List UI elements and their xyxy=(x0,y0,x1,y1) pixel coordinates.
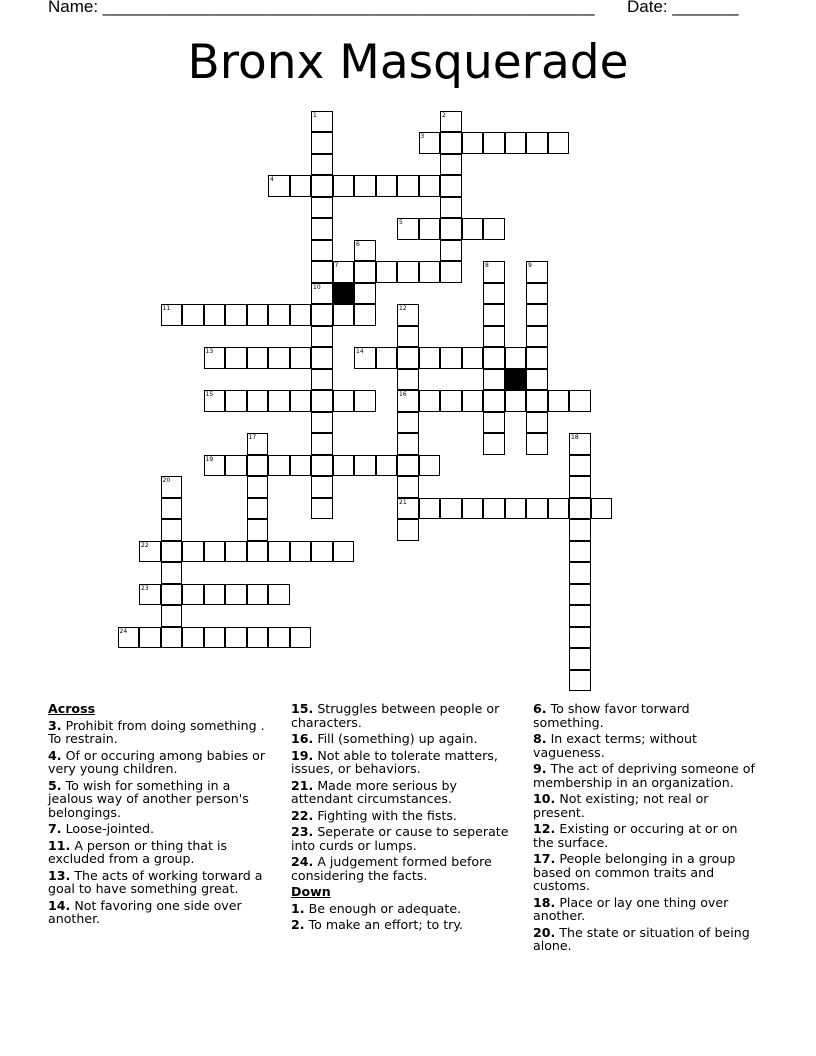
grid-cell[interactable] xyxy=(311,498,333,520)
clue-number: 13 xyxy=(205,348,214,355)
grid-cell[interactable] xyxy=(225,584,247,606)
clue-text: Not favoring one side over another. xyxy=(48,897,242,926)
grid-cell[interactable] xyxy=(182,627,204,649)
grid-cell[interactable] xyxy=(354,240,376,262)
grid-cell[interactable] xyxy=(161,627,183,649)
clue-item xyxy=(48,899,273,926)
grid-cell[interactable] xyxy=(548,390,570,412)
grid-cell[interactable] xyxy=(419,261,441,283)
grid-cell[interactable] xyxy=(311,218,333,240)
clue-text: Of or occuring among babies or very young children. xyxy=(48,747,266,776)
grid-cell[interactable] xyxy=(333,175,355,197)
grid-cell[interactable] xyxy=(161,519,183,541)
grid-cell[interactable] xyxy=(419,175,441,197)
grid-cell[interactable] xyxy=(440,154,462,176)
grid-cell[interactable] xyxy=(419,218,441,240)
puzzle-title: Bronx Masquerade xyxy=(187,35,629,90)
clue-item xyxy=(533,762,758,789)
grid-cell[interactable] xyxy=(569,541,591,563)
clue-number: 14. xyxy=(48,897,71,913)
down-heading: Down xyxy=(291,884,331,899)
grid-cell[interactable] xyxy=(505,132,527,154)
grid-cell[interactable] xyxy=(290,347,312,369)
grid-cell[interactable] xyxy=(290,304,312,326)
grid-cell[interactable] xyxy=(204,390,226,412)
grid-cell[interactable] xyxy=(225,347,247,369)
clue-text: Place or lay one thing over another. xyxy=(533,894,729,923)
grid-cell[interactable] xyxy=(311,347,333,369)
clue-item xyxy=(291,702,516,729)
clue-text: Not able to tolerate matters, issues, or behaviors. xyxy=(291,747,498,776)
clue-item xyxy=(291,855,516,882)
grid-cell[interactable] xyxy=(397,218,419,240)
grid-cell[interactable] xyxy=(548,132,570,154)
grid-cell[interactable] xyxy=(397,390,419,412)
clues-column-1 xyxy=(48,702,273,929)
clue-number: 8 xyxy=(485,262,489,269)
clue-number: 1 xyxy=(313,111,317,119)
clue-number: 23. xyxy=(291,824,314,839)
clue-item xyxy=(291,809,516,823)
grid-cell[interactable] xyxy=(397,455,419,477)
grid-cell[interactable] xyxy=(569,605,591,627)
grid-cell[interactable] xyxy=(397,476,419,498)
clue-number: 24 xyxy=(119,627,128,635)
date-field-label: Date: _______ xyxy=(627,0,739,16)
grid-cell[interactable] xyxy=(290,175,312,197)
grid-cell[interactable] xyxy=(483,390,505,412)
grid-cell[interactable] xyxy=(311,132,333,154)
clue-text: Made more serious by attendant circumstances. xyxy=(291,777,457,806)
grid-cell[interactable] xyxy=(225,455,247,477)
clue-number: 1. xyxy=(291,900,305,916)
clue-number: 16. xyxy=(291,731,314,746)
grid-cell[interactable] xyxy=(268,390,290,412)
clue-number: 5 xyxy=(399,219,403,226)
grid-cell[interactable] xyxy=(311,261,333,283)
grid-cell[interactable] xyxy=(311,390,333,412)
grid-cell[interactable] xyxy=(483,369,505,391)
clue-text: People belonging in a group based on common traits and customs. xyxy=(533,851,736,893)
clue-text: Prohibit from doing something . To restrain. xyxy=(48,717,265,746)
clue-item xyxy=(48,779,273,820)
grid-cell[interactable] xyxy=(526,283,548,305)
grid-cell[interactable] xyxy=(354,304,376,326)
grid-cell[interactable] xyxy=(333,261,355,283)
clue-text: Seperate or cause to seperate into curds or lumps. xyxy=(291,824,509,853)
clue-text: Existing or occuring at or on the surface. xyxy=(533,821,738,850)
clue-number: 9. xyxy=(533,761,547,776)
clue-number: 20 xyxy=(162,477,171,484)
grid-cell[interactable] xyxy=(569,476,591,498)
grid-cell[interactable] xyxy=(376,175,398,197)
grid-cell[interactable] xyxy=(440,390,462,412)
grid-cell[interactable] xyxy=(247,390,269,412)
grid-cell[interactable] xyxy=(161,584,183,606)
clues-column-2 xyxy=(291,702,516,935)
grid-cell[interactable] xyxy=(311,433,333,455)
clue-item xyxy=(533,702,758,729)
clue-text: The acts of working torward a goal to have something great. xyxy=(48,867,263,896)
grid-cell[interactable] xyxy=(505,347,527,369)
grid-cell[interactable] xyxy=(182,584,204,606)
grid-cell[interactable] xyxy=(419,390,441,412)
clue-number: 18. xyxy=(533,894,556,910)
grid-cell[interactable] xyxy=(483,218,505,240)
grid-cell[interactable] xyxy=(311,283,333,305)
clue-text: To show favor torward something. xyxy=(533,701,690,730)
grid-cell[interactable] xyxy=(311,304,333,326)
clue-item xyxy=(291,779,516,806)
clue-number: 18 xyxy=(571,434,579,441)
clue-number: 15 xyxy=(205,391,214,398)
grid-cell[interactable] xyxy=(204,584,226,606)
grid-cell[interactable] xyxy=(354,455,376,477)
clue-number: 20. xyxy=(533,924,556,940)
grid-cell[interactable] xyxy=(397,261,419,283)
grid-cell[interactable] xyxy=(333,455,355,477)
grid-cell[interactable] xyxy=(139,627,161,649)
clue-number: 12. xyxy=(533,821,556,836)
grid-cell[interactable] xyxy=(440,111,462,133)
grid-cell[interactable] xyxy=(483,261,505,283)
clue-item xyxy=(48,749,273,776)
grid-cell[interactable] xyxy=(483,433,505,455)
clue-text: To make an effort; to try. xyxy=(304,917,464,932)
grid-cell[interactable] xyxy=(440,347,462,369)
grid-cell[interactable] xyxy=(311,111,333,133)
grid-cell[interactable] xyxy=(419,455,441,477)
grid-cell[interactable] xyxy=(290,627,312,649)
clue-number: 4. xyxy=(48,747,62,763)
grid-cell[interactable] xyxy=(204,304,226,326)
grid-cell[interactable] xyxy=(483,283,505,305)
grid-cell[interactable] xyxy=(333,541,355,563)
grid-cell[interactable] xyxy=(139,541,161,563)
blocked-cell xyxy=(333,283,355,305)
grid-cell[interactable] xyxy=(569,562,591,584)
grid-cell[interactable] xyxy=(419,347,441,369)
grid-cell[interactable] xyxy=(290,541,312,563)
grid-cell[interactable] xyxy=(247,498,269,520)
clue-number: 19 xyxy=(205,455,214,463)
clue-number: 13. xyxy=(48,867,71,883)
clue-number: 21 xyxy=(399,498,407,506)
clue-number: 24. xyxy=(291,854,314,869)
grid-cell[interactable] xyxy=(204,347,226,369)
grid-cell[interactable] xyxy=(569,498,591,520)
clue-text: A person or thing that is excluded from a group. xyxy=(48,837,228,866)
grid-cell[interactable] xyxy=(247,519,269,541)
grid-cell[interactable] xyxy=(311,412,333,434)
grid-cell[interactable] xyxy=(462,498,484,520)
grid-cell[interactable] xyxy=(161,304,183,326)
name-field-label: Name: ____________________________________________________ xyxy=(48,0,595,16)
grid-cell[interactable] xyxy=(505,498,527,520)
grid-cell[interactable] xyxy=(225,627,247,649)
clue-text: Be enough or adequate. xyxy=(304,900,462,916)
grid-cell[interactable] xyxy=(397,175,419,197)
grid-cell[interactable] xyxy=(268,584,290,606)
clue-item xyxy=(48,822,273,836)
clue-item xyxy=(48,839,273,866)
clue-number: 17 xyxy=(248,434,257,441)
clue-number: 3 xyxy=(420,133,425,140)
grid-cell[interactable] xyxy=(268,347,290,369)
grid-cell[interactable] xyxy=(311,197,333,219)
grid-cell[interactable] xyxy=(526,498,548,520)
grid-cell[interactable] xyxy=(139,584,161,606)
grid-cell[interactable] xyxy=(526,390,548,412)
grid-cell[interactable] xyxy=(268,455,290,477)
grid-cell[interactable] xyxy=(376,455,398,477)
grid-cell[interactable] xyxy=(462,218,484,240)
grid-cell[interactable] xyxy=(333,390,355,412)
grid-cell[interactable] xyxy=(526,412,548,434)
clue-item xyxy=(533,732,758,759)
grid-cell[interactable] xyxy=(311,369,333,391)
clue-number: 2. xyxy=(291,917,305,932)
clue-number: 9 xyxy=(528,262,532,269)
clue-text: Fighting with the fists. xyxy=(313,807,457,823)
grid-cell[interactable] xyxy=(440,498,462,520)
clue-item xyxy=(533,852,758,893)
grid-cell[interactable] xyxy=(440,197,462,219)
grid-cell[interactable] xyxy=(333,304,355,326)
across-heading: Across xyxy=(48,701,96,716)
clue-item xyxy=(48,719,273,746)
clue-number: 16 xyxy=(399,391,407,398)
grid-cell[interactable] xyxy=(483,412,505,434)
grid-cell[interactable] xyxy=(161,605,183,627)
grid-cell[interactable] xyxy=(311,455,333,477)
grid-cell[interactable] xyxy=(526,433,548,455)
grid-cell[interactable] xyxy=(397,498,419,520)
grid-cell[interactable] xyxy=(247,304,269,326)
grid-cell[interactable] xyxy=(247,541,269,563)
clue-number: 19. xyxy=(291,747,314,763)
clue-number: 21. xyxy=(291,777,314,793)
grid-cell[interactable] xyxy=(526,347,548,369)
grid-cell[interactable] xyxy=(311,240,333,262)
grid-cell[interactable] xyxy=(548,498,570,520)
grid-cell[interactable] xyxy=(225,304,247,326)
grid-cell[interactable] xyxy=(247,347,269,369)
grid-cell[interactable] xyxy=(311,326,333,348)
grid-cell[interactable] xyxy=(440,175,462,197)
grid-cell[interactable] xyxy=(225,541,247,563)
clue-number: 3. xyxy=(48,717,62,733)
grid-cell[interactable] xyxy=(182,304,204,326)
grid-cell[interactable] xyxy=(161,541,183,563)
grid-cell[interactable] xyxy=(247,584,269,606)
clue-text: Fill (something) up again. xyxy=(313,731,478,746)
clue-number: 15. xyxy=(291,701,314,716)
grid-cell[interactable] xyxy=(354,390,376,412)
clue-number: 14 xyxy=(356,348,364,355)
grid-cell[interactable] xyxy=(354,347,376,369)
clue-number: 17. xyxy=(533,851,556,866)
grid-cell[interactable] xyxy=(569,519,591,541)
grid-cell[interactable] xyxy=(354,175,376,197)
blocked-cell xyxy=(505,369,527,391)
grid-cell[interactable] xyxy=(462,132,484,154)
grid-cell[interactable] xyxy=(118,627,140,649)
clue-number: 22 xyxy=(141,541,149,549)
grid-cell[interactable] xyxy=(483,326,505,348)
clue-number: 8. xyxy=(533,731,547,746)
grid-cell[interactable] xyxy=(290,455,312,477)
grid-cell[interactable] xyxy=(483,347,505,369)
grid-cell[interactable] xyxy=(505,390,527,412)
grid-cell[interactable] xyxy=(397,412,419,434)
clue-number: 2 xyxy=(442,111,446,119)
grid-cell[interactable] xyxy=(311,541,333,563)
grid-cell[interactable] xyxy=(290,390,312,412)
grid-cell[interactable] xyxy=(419,132,441,154)
clue-number: 11. xyxy=(48,837,71,853)
clue-number: 6. xyxy=(533,701,547,716)
grid-cell[interactable] xyxy=(376,261,398,283)
grid-cell[interactable] xyxy=(483,304,505,326)
grid-cell[interactable] xyxy=(161,562,183,584)
grid-cell[interactable] xyxy=(569,390,591,412)
clue-text: Loose-jointed. xyxy=(61,821,154,836)
grid-cell[interactable] xyxy=(591,498,613,520)
clue-item xyxy=(291,825,516,852)
clue-text: The state or situation of being alone. xyxy=(533,924,750,953)
grid-cell[interactable] xyxy=(483,498,505,520)
grid-cell[interactable] xyxy=(247,627,269,649)
clue-text: In exact terms; without vagueness. xyxy=(533,731,697,760)
grid-cell[interactable] xyxy=(397,369,419,391)
grid-cell[interactable] xyxy=(440,240,462,262)
grid-cell[interactable] xyxy=(182,541,204,563)
grid-cell[interactable] xyxy=(526,326,548,348)
grid-cell[interactable] xyxy=(354,283,376,305)
grid-cell[interactable] xyxy=(204,455,226,477)
clue-item xyxy=(291,749,516,776)
grid-cell[interactable] xyxy=(526,304,548,326)
grid-cell[interactable] xyxy=(311,476,333,498)
grid-cell[interactable] xyxy=(483,132,505,154)
clue-text: To wish for something in a jealous way of another person's belongings. xyxy=(48,777,249,820)
grid-cell[interactable] xyxy=(354,261,376,283)
grid-cell[interactable] xyxy=(526,369,548,391)
grid-cell[interactable] xyxy=(569,433,591,455)
grid-cell[interactable] xyxy=(397,326,419,348)
clue-item xyxy=(291,902,516,916)
grid-cell[interactable] xyxy=(440,218,462,240)
clue-item xyxy=(48,869,273,896)
clue-number: 7. xyxy=(48,821,62,836)
clue-number: 7 xyxy=(334,262,339,269)
grid-cell[interactable] xyxy=(204,541,226,563)
grid-cell[interactable] xyxy=(247,455,269,477)
clue-item xyxy=(533,792,758,819)
clue-number: 22. xyxy=(291,807,314,823)
grid-cell[interactable] xyxy=(569,670,591,692)
grid-cell[interactable] xyxy=(247,476,269,498)
clue-number: 10. xyxy=(533,791,556,806)
grid-cell[interactable] xyxy=(397,304,419,326)
clue-number: 11 xyxy=(162,305,171,312)
grid-cell[interactable] xyxy=(311,175,333,197)
grid-cell[interactable] xyxy=(268,175,290,197)
clue-item xyxy=(291,918,516,932)
clue-number: 12 xyxy=(399,305,407,312)
clue-item xyxy=(291,732,516,746)
grid-cell[interactable] xyxy=(268,304,290,326)
grid-cell[interactable] xyxy=(440,261,462,283)
grid-cell[interactable] xyxy=(569,627,591,649)
grid-cell[interactable] xyxy=(161,476,183,498)
clue-item xyxy=(533,926,758,953)
grid-cell[interactable] xyxy=(225,390,247,412)
clue-number: 6 xyxy=(356,240,360,248)
grid-cell[interactable] xyxy=(569,455,591,477)
clue-text: The act of depriving someone of membership in an organization. xyxy=(533,761,755,790)
grid-cell[interactable] xyxy=(204,627,226,649)
grid-cell[interactable] xyxy=(526,261,548,283)
grid-cell[interactable] xyxy=(397,433,419,455)
clues-column-3 xyxy=(533,702,758,956)
grid-cell[interactable] xyxy=(268,627,290,649)
clue-text: Not existing; not real or present. xyxy=(533,791,709,820)
grid-cell[interactable] xyxy=(376,347,398,369)
grid-cell[interactable] xyxy=(397,519,419,541)
clue-text: A judgement formed before considering the facts. xyxy=(291,854,492,883)
grid-cell[interactable] xyxy=(569,584,591,606)
clue-number: 23 xyxy=(141,584,149,592)
grid-cell[interactable] xyxy=(247,433,269,455)
grid-cell[interactable] xyxy=(440,132,462,154)
grid-cell[interactable] xyxy=(462,390,484,412)
clue-number: 5. xyxy=(48,777,62,793)
grid-cell[interactable] xyxy=(268,541,290,563)
grid-cell[interactable] xyxy=(419,498,441,520)
grid-cell[interactable] xyxy=(161,498,183,520)
clue-text: Struggles between people or characters. xyxy=(291,701,500,730)
grid-cell[interactable] xyxy=(569,648,591,670)
grid-cell[interactable] xyxy=(462,347,484,369)
clue-number: 4 xyxy=(270,176,274,183)
clue-number: 10 xyxy=(313,283,321,291)
clue-item xyxy=(533,822,758,849)
grid-cell[interactable] xyxy=(397,347,419,369)
grid-cell[interactable] xyxy=(526,132,548,154)
clue-item xyxy=(533,896,758,923)
grid-cell[interactable] xyxy=(311,154,333,176)
